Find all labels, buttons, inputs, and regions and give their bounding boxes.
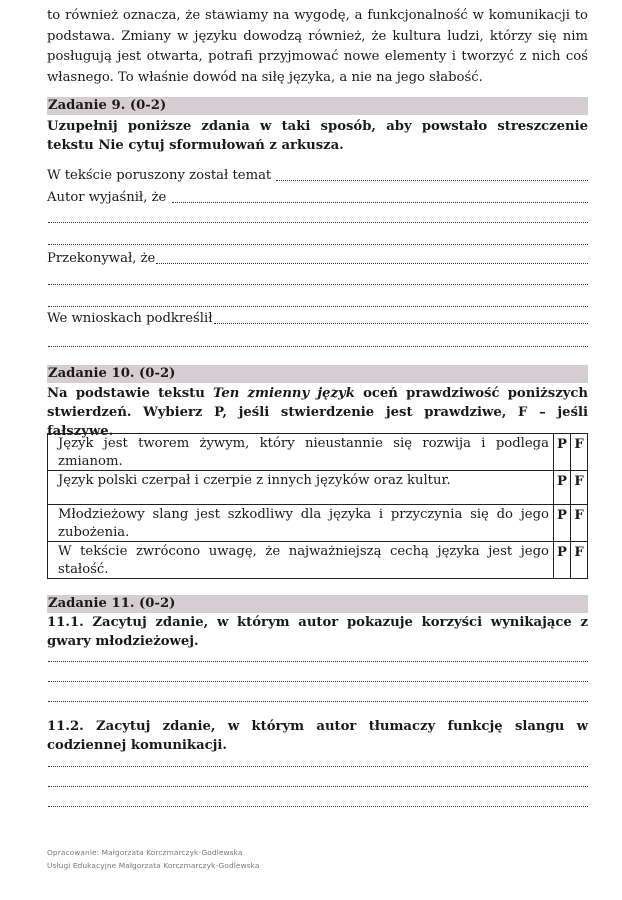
table-row [48,505,588,542]
answer-line-blank[interactable] [47,770,588,790]
dotted-line [48,222,588,223]
table-row [48,471,588,505]
answer-line-blank[interactable] [47,228,588,248]
answer-line-conclusions[interactable] [47,307,588,327]
true-false-table [47,433,588,579]
statement-cell: Język polski czerpał i czerpie z innych języków oraz kultur. [48,471,554,505]
dotted-line [48,244,588,245]
footer-author: Opracowanie: Małgorzata Korczmarczyk-Godlewska [47,848,243,857]
answer-line-blank[interactable] [47,645,588,665]
answer-line-label: Przekonywał, że [47,251,156,266]
task11-header: Zadanie 11. (0-2) [47,595,588,613]
footer-company: Usługi Edukacyjne Małgorzata Korczmarczyk-Godlewska [47,861,260,870]
answer-line-label: We wnioskach podkreślił [47,311,213,326]
table-row [48,542,588,579]
dotted-line [48,346,588,347]
task9-instruction: Uzupełnij poniższe zdania w taki sposób, aby powstało streszczenie tekstu Nie cytuj sformułowań z arkusza. [47,119,588,153]
dotted-line [48,806,588,807]
answer-line-topic[interactable] [47,164,588,184]
text-title: Ten zmienny język [213,386,355,401]
dotted-line [48,681,588,682]
task10-instruction: Na podstawie tekstu Ten zmienny język oceń prawdziwość poniższych stwierdzeń. Wybierz P, jeśli stwierdzenie jest prawdziwe, F – jeśli fałszywe. [47,386,588,439]
dotted-line [48,701,588,702]
task11-1-instruction: 11.1. Zacytuj zdanie, w którym autor pokazuje korzyści wynikające z gwary młodzieżowej. [47,615,588,649]
answer-line-label: Autor wyjaśnił, że [47,190,171,205]
task10-header: Zadanie 10. (0-2) [47,365,588,383]
answer-line-blank[interactable] [47,268,588,288]
task11-2-instruction: 11.2. Zacytuj zdanie, w którym autor tłumaczy funkcję slangu w codziennej komunikacji. [47,719,588,753]
false-option[interactable]: F [571,471,588,505]
dotted-line [172,202,588,203]
statement-cell: W tekście zwrócono uwagę, że najważniejszą cechą języka jest jego stałość. [48,542,554,579]
table-row [48,434,588,471]
false-option[interactable]: F [571,542,588,579]
dotted-line [48,284,588,285]
answer-line-blank[interactable] [47,790,588,810]
dotted-line [48,661,588,662]
true-option[interactable]: P [554,542,571,579]
statement-cell: Język jest tworem żywym, który nieustannie się rozwija i podlega zmianom. [48,434,554,471]
dotted-line [276,180,588,181]
dotted-line [48,766,588,767]
dotted-line [214,323,588,324]
false-option[interactable]: F [571,505,588,542]
answer-line-blank[interactable] [47,665,588,685]
answer-line-blank[interactable] [47,330,588,350]
answer-line-persuaded[interactable] [47,247,588,267]
false-option[interactable]: F [571,434,588,471]
true-option[interactable]: P [554,505,571,542]
true-option[interactable]: P [554,471,571,505]
dotted-line [156,263,588,264]
answer-line-blank[interactable] [47,206,588,226]
true-option[interactable]: P [554,434,571,471]
answer-line-label: W tekście poruszony został temat [47,168,276,183]
dotted-line [48,786,588,787]
answer-line-blank[interactable] [47,685,588,705]
intro-paragraph: to również oznacza, że stawiamy na wygodę, a funkcjonalność w komunikacji to podstawa. Zmiany w języku dowodzą również, że kultura ludzi, którzy się nim posługują jest otwarta, potrafi przyjmować nowe elementy i tworzyć z nich coś własnego. To właśnie dowód na siłę języka, a nie na jego słabość. [47,8,588,85]
answer-line-blank[interactable] [47,750,588,770]
task9-header: Zadanie 9. (0-2) [47,97,588,115]
answer-line-explained[interactable] [47,186,588,206]
statement-cell: Młodzieżowy slang jest szkodliwy dla języka i przyczynia się do jego zubożenia. [48,505,554,542]
